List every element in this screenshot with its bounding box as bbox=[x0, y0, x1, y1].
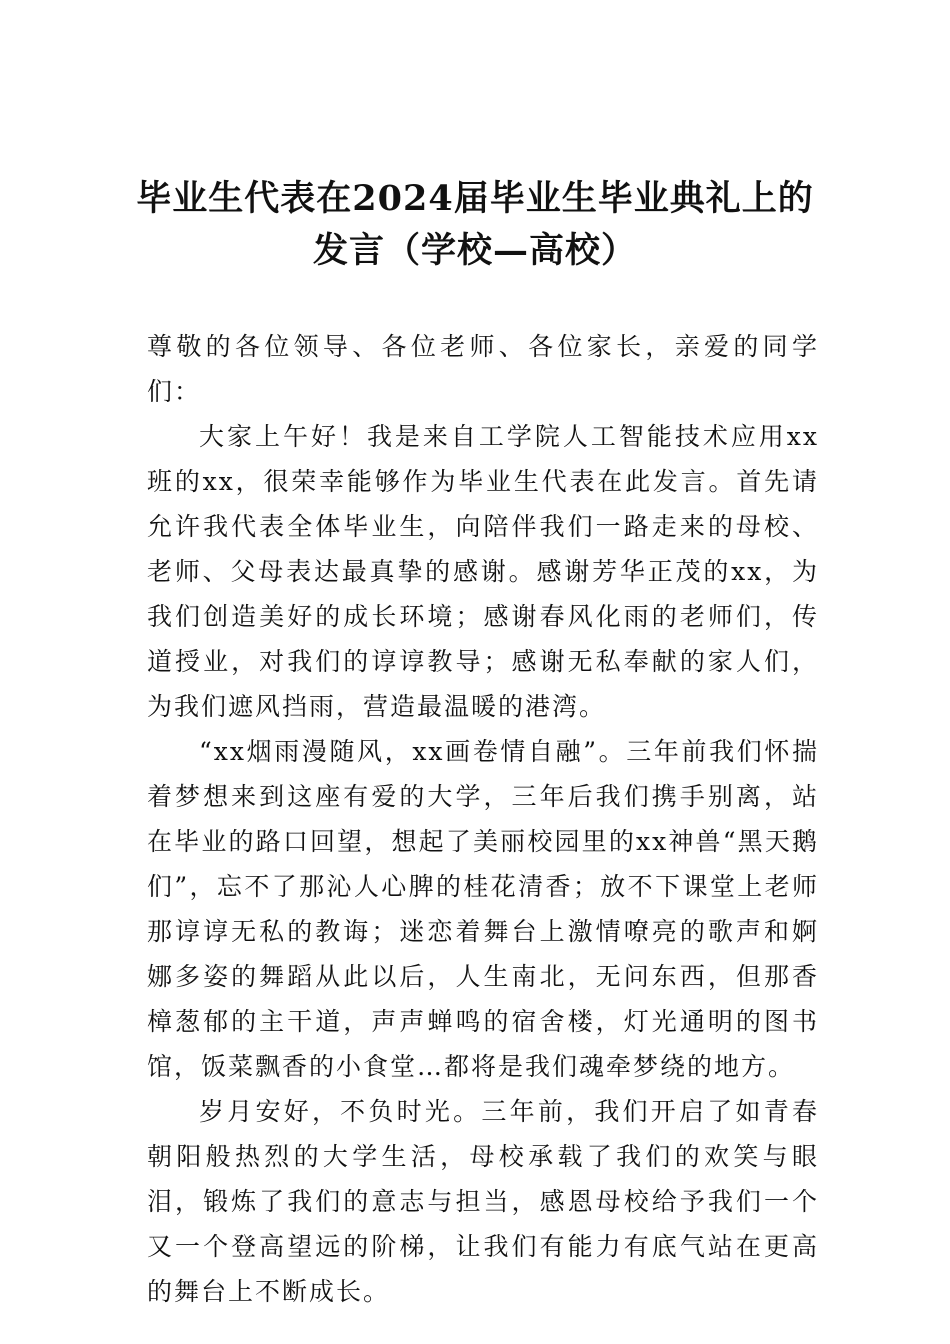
paragraph-3: 岁月安好，不负时光。三年前，我们开启了如青春朝阳般热烈的大学生活，母校承载了我们的欢笑与眼泪，锻炼了我们的意志与担当，感恩母校给予我们一个又一个登高望远的阶梯，让我们有能力有底气站在更高的舞台上不断成长。 bbox=[147, 1097, 819, 1306]
document-body bbox=[147, 324, 819, 1314]
greeting: 尊敬的各位领导、各位老师、各位家长，亲爱的同学们： bbox=[147, 332, 819, 406]
document-title-line-2: 发言（学校—高校） bbox=[312, 230, 637, 271]
document-title-line-1: 毕业生代表在2024届毕业生毕业典礼上的 bbox=[136, 178, 814, 219]
paragraph-2: “xx烟雨漫随风，xx画卷情自融”。三年前我们怀揣着梦想来到这座有爱的大学，三年后我们携手别离，站在毕业的路口回望，想起了美丽校园里的xx神兽“黑天鹅们”，忘不了那沁人心脾的桂花清香；放不下课堂上老师那谆谆无私的教诲；迷恋着舞台上激情嘹亮的歌声和婀娜多姿的舞蹈从此以后，人生南北，无问东西，但那香樟葱郁的主干道，声声蝉鸣的宿舍楼，灯光通明的图书馆，饭菜飘香的小食堂…都将是我们魂牵梦绕的地方。 bbox=[147, 737, 819, 1081]
paragraph-1: 大家上午好！我是来自工学院人工智能技术应用xx班的xx，很荣幸能够作为毕业生代表在此发言。首先请允许我代表全体毕业生，向陪伴我们一路走来的母校、老师、父母表达最真挚的感谢。感谢芳华正茂的xx，为我们创造美好的成长环境；感谢春风化雨的老师们，传道授业，对我们的谆谆教导；感谢无私奉献的家人们，为我们遮风挡雨，营造最温暖的港湾。 bbox=[147, 422, 819, 721]
